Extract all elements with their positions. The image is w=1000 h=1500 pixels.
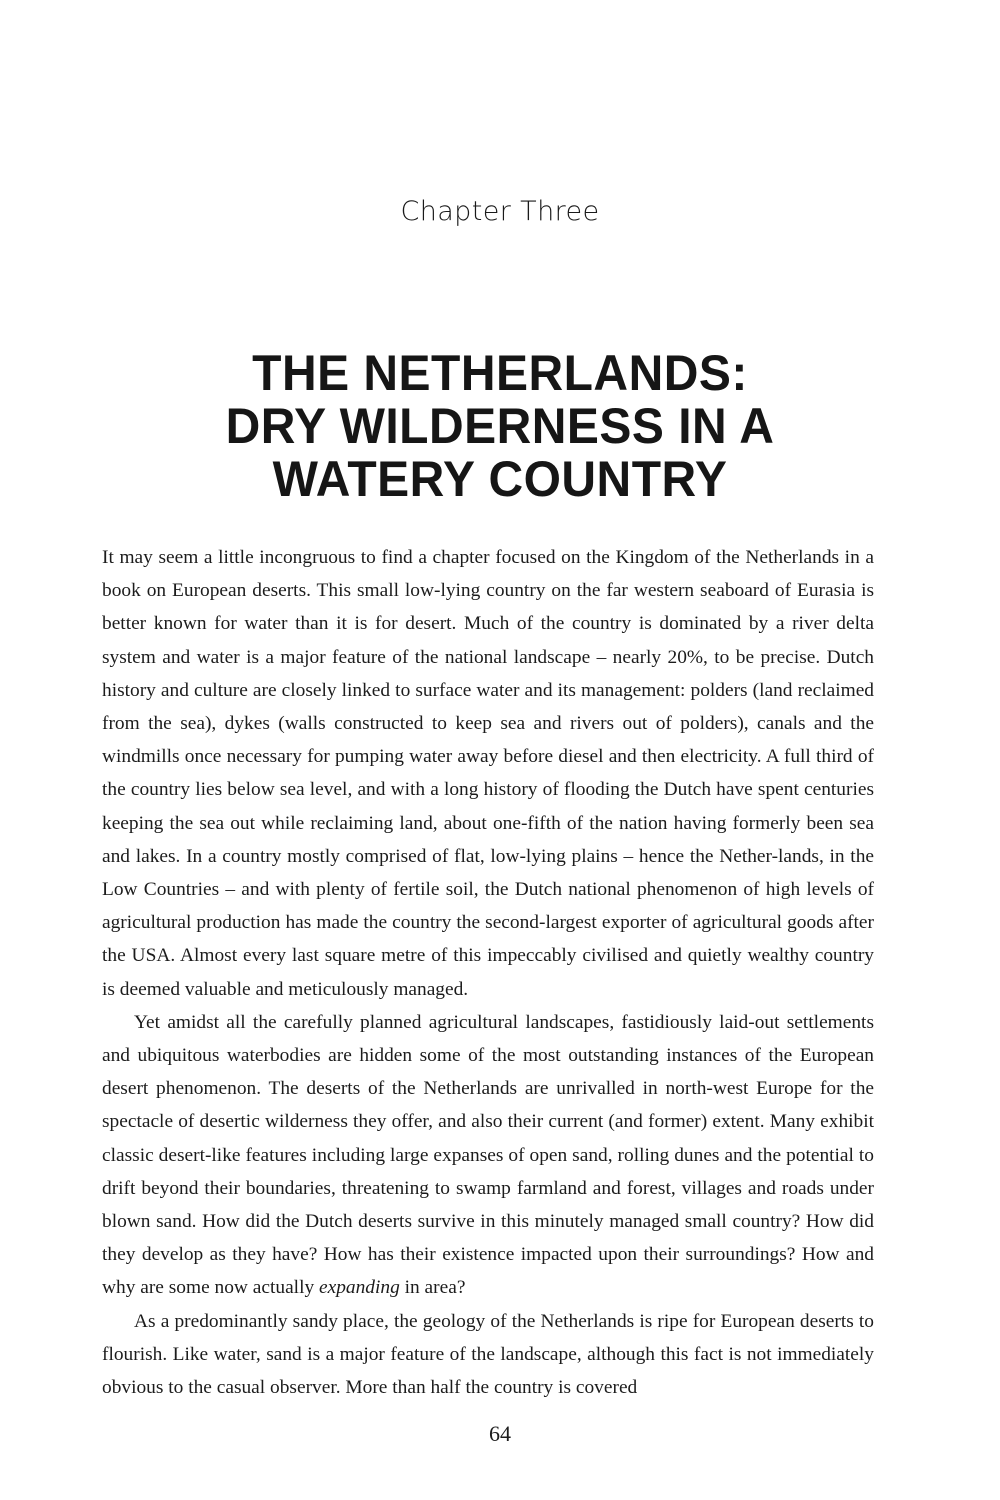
body-paragraph (102, 1006, 874, 1305)
chapter-title-line-2: DRY WILDERNESS IN A (225, 397, 775, 454)
body-paragraph (102, 1305, 874, 1405)
body-text (102, 541, 874, 1404)
body-text-run: It may seem a little incongruous to find a chapter focused on the Kingdom of the Netherlands in a book on European deserts. This small low-lying country on the far western seaboard of Eurasia is better known for water than it is for desert. Much of the country is dominated by a river delta system and water is a major feature of the national landscape – nearly 20%, to be precise. Dutch history and culture are closely linked to surface water and its management: polders (land reclaimed from the sea), dykes (walls constructed to keep sea and rivers out of polders), canals and the windmills once necessary for pumping water away before diesel and then electricity. A full third of the country lies below sea level, and with a long history of flooding the Dutch have spent centuries keeping the sea out while reclaiming land, about one-fifth of the nation having formerly been sea and lakes. In a country mostly comprised of flat, low-lying plains – hence the Nether-lands, in the Low Countries – and with plenty of fertile soil, the Dutch national phenomenon of high levels of agricultural production has made the country the second-largest exporter of agricultural goods after the USA. Almost every last square metre of this impeccably civilised and quietly wealthy country is deemed valuable and meticulously managed. (102, 547, 874, 1000)
body-text-run: As a predominantly sandy place, the geology of the Netherlands is ripe for European deserts to flourish. Like water, sand is a major feature of the landscape, although this fact is not immediately obvious to the casual observer. More than half the country is covered (102, 1310, 874, 1399)
emphasized-text: expanding (319, 1277, 400, 1299)
chapter-title-line-1: THE NETHERLANDS: (252, 344, 748, 401)
body-text-run: in area? (399, 1277, 466, 1299)
body-text-run: Yet amidst all the carefully planned agricultural landscapes, fastidiously laid-out settlements and ubiquitous waterbodies are hidden some of the most outstanding instances of the European desert phenomenon. The deserts of the Netherlands are unrivalled in north-west Europe for the spectacle of desertic wilderness they offer, and also their current (and former) extent. Many exhibit classic desert-like features including large expanses of open sand, rolling dunes and the potential to drift beyond their boundaries, threatening to swamp farmland and forest, villages and roads under blown sand. How did the Dutch deserts survive in this minutely managed small country? How did they develop as they have? How has their existence impacted upon their surroundings? How and why are some now actually (102, 1011, 874, 1299)
page-title (20, 344, 980, 507)
page-number: 64 (489, 1421, 511, 1446)
chapter-title-line-3: WATERY COUNTRY (272, 450, 728, 507)
body-paragraph (102, 541, 874, 1006)
chapter-label: Chapter Three (400, 196, 600, 227)
